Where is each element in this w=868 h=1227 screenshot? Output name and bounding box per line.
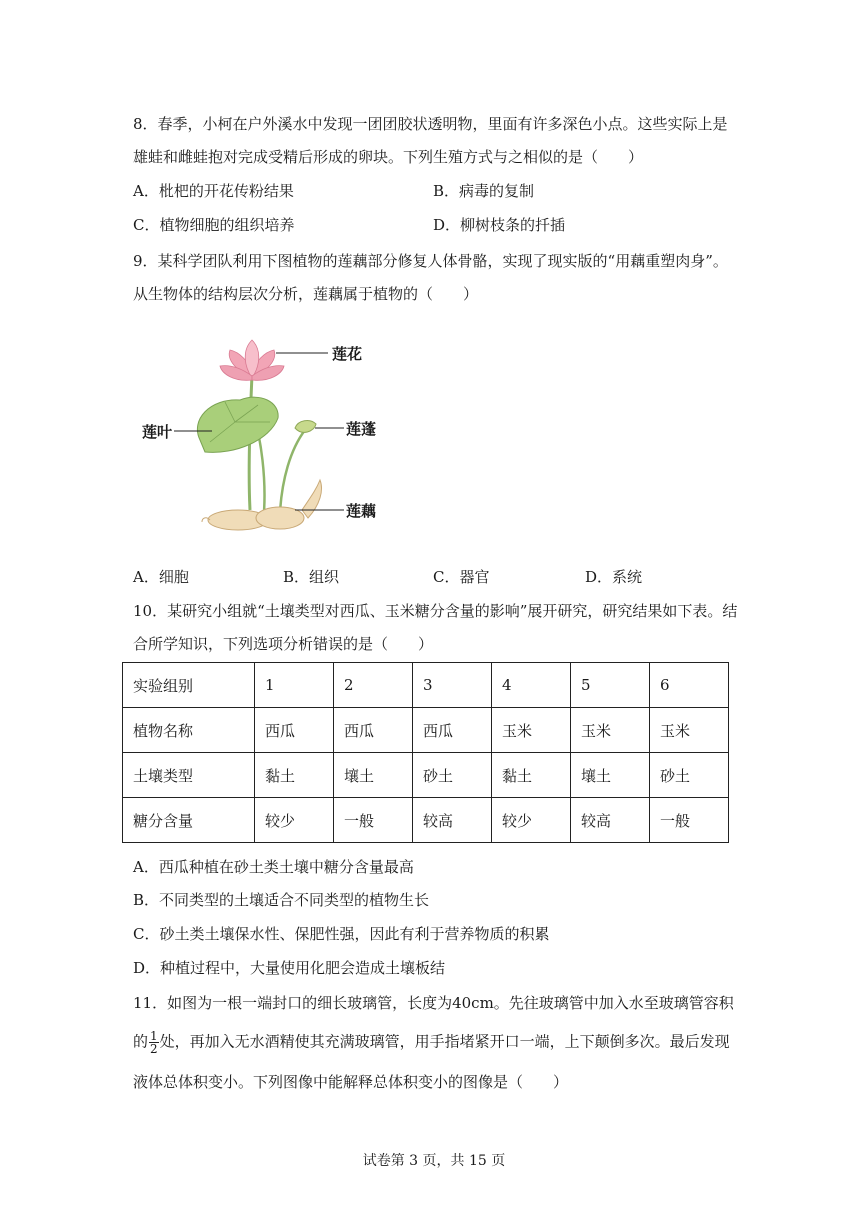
soil-sugar-table [122, 662, 729, 843]
table-cell: 砂土 [413, 753, 492, 798]
q11-stem-line-1: 11．如图为一根一端封口的细长玻璃管，长度为40cm。先往玻璃管中加入水至玻璃管容积 [133, 994, 734, 1012]
page-footer: 试卷第 3 页，共 15 页 [362, 1153, 506, 1169]
table-cell: 黏土 [492, 753, 571, 798]
q10-stem-line-1: 10．某研究小组就“土壤类型对西瓜、玉米糖分含量的影响”展开研究，研究结果如下表。结 [133, 602, 738, 620]
q8-stem-line-1: 8．春季，小柯在户外溪水中发现一团团胶状透明物，里面有许多深色小点。这些实际上是 [133, 115, 728, 133]
table-cell: 一般 [334, 798, 413, 843]
table-row [123, 753, 729, 798]
q8-stem-line-2: 雄蛙和雌蛙抱对完成受精后形成的卵块。下列生殖方式与之相似的是（ ） [133, 148, 644, 166]
table-row [123, 663, 729, 708]
table-cell: 较少 [492, 798, 571, 843]
table-cell: 4 [492, 663, 571, 708]
q10-option-d: D．种植过程中，大量使用化肥会造成土壤板结 [133, 959, 446, 977]
table-cell: 1 [255, 663, 334, 708]
table-cell: 西瓜 [413, 708, 492, 753]
q11-stem-line-3: 液体总体积变小。下列图像中能解释总体积变小的图像是（ ） [133, 1073, 569, 1091]
table-cell: 西瓜 [255, 708, 334, 753]
fraction-denominator: 2 [150, 1042, 158, 1056]
table-cell: 砂土 [650, 753, 729, 798]
lotus-figure [130, 330, 400, 540]
table-cell: 一般 [650, 798, 729, 843]
table-cell: 玉米 [492, 708, 571, 753]
table-cell: 较高 [413, 798, 492, 843]
q8-option-c: C．植物细胞的组织培养 [133, 216, 295, 234]
table-cell: 黏土 [255, 753, 334, 798]
q9-option-b: B．组织 [283, 568, 340, 586]
q10-stem-line-2: 合所学知识，下列选项分析错误的是（ ） [133, 635, 434, 653]
q11-stem-suffix: 处，再加入无水酒精使其充满玻璃管，用手指堵紧开口一端，上下颠倒多次。最后发现 [159, 1032, 730, 1051]
table-cell: 土壤类型 [123, 753, 255, 798]
q8-option-a: A．枇杷的开花传粉结果 [133, 182, 294, 200]
q10-option-c: C．砂土类土壤保水性、保肥性强，因此有利于营养物质的积累 [133, 925, 550, 943]
table-cell: 西瓜 [334, 708, 413, 753]
fraction-numerator: 1 [150, 1029, 158, 1043]
q9-option-d: D．系统 [585, 568, 643, 586]
table-cell: 较少 [255, 798, 334, 843]
label-lotus-seedpod: 莲蓬 [346, 420, 377, 438]
table-cell: 较高 [571, 798, 650, 843]
table-cell: 壤土 [334, 753, 413, 798]
table-cell: 实验组别 [123, 663, 255, 708]
table-row [123, 708, 729, 753]
table-cell: 3 [413, 663, 492, 708]
one-half-fraction [149, 1030, 159, 1055]
q9-option-a: A．细胞 [133, 568, 189, 586]
table-row [123, 798, 729, 843]
table-cell: 玉米 [650, 708, 729, 753]
q11-stem-prefix: 的 [133, 1032, 149, 1051]
q9-stem-line-2: 从生物体的结构层次分析，莲藕属于植物的（ ） [133, 285, 479, 303]
table-cell: 5 [571, 663, 650, 708]
table-cell: 植物名称 [123, 708, 255, 753]
q11-stem-line-2 [133, 1030, 730, 1055]
q9-option-c: C．器官 [433, 568, 490, 586]
q9-stem-line-1: 9．某科学团队利用下图植物的莲藕部分修复人体骨骼，实现了现实版的“用藕重塑肉身”。 [133, 252, 728, 270]
q10-option-a: A．西瓜种植在砂土类土壤中糖分含量最高 [133, 858, 414, 876]
label-lotus-leaf: 莲叶 [142, 423, 173, 441]
table-cell: 壤土 [571, 753, 650, 798]
table-cell: 糖分含量 [123, 798, 255, 843]
q8-option-d: D．柳树枝条的扦插 [433, 216, 566, 234]
q8-option-b: B．病毒的复制 [433, 182, 535, 200]
label-lotus-flower: 莲花 [332, 345, 363, 363]
label-lotus-root: 莲藕 [346, 502, 377, 520]
table-cell: 2 [334, 663, 413, 708]
table-cell: 6 [650, 663, 729, 708]
table-cell: 玉米 [571, 708, 650, 753]
q10-option-b: B．不同类型的土壤适合不同类型的植物生长 [133, 891, 430, 909]
